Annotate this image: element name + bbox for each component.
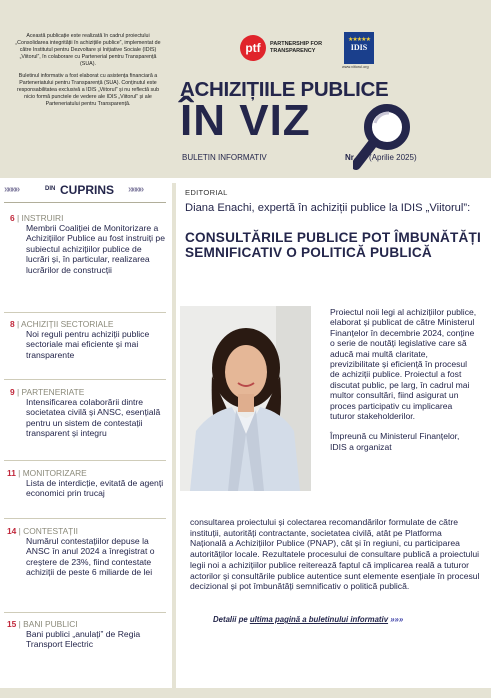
ptf-logo-mark: ptf [240, 35, 266, 61]
table-of-contents: »»»» DIN CUPRINS »»»» 6 | INSTRUIRI Membrii Coaliției de Monitorizare a Achizițiilor Publice au fost instruiți pe subiectul achizițiilor publice de lucrări și, în particular, realizarea lucrărilor de construcții 8 | ACHIZIȚII SECTORIALE Noi reguli pentru achiziții publice sectoriale mai eficiente și mai transparente 9 | PARTENERIATE Intensificarea colaborării dintre societatea civilă și ANSC, esențială pentru un sistem de contestații transparent și integru 11 | MONITORIZARE Lista de interdicție, evitată de agenți economici prin trucaj 14 | CONTESTAȚII Numărul contestațiilor depuse la ANSC în anul 2024 a înregistrat o creștere de 23%, fiind contestate achiziții de peste 6 miliarde de lei 15 | BANI PUBLICI Bani publici „anulați” de Regia Transport Electric [0, 178, 170, 698]
issue-number [345, 153, 417, 162]
article-headline: CONSULTĂRILE PUBLICE POT ÎMBUNĂTĂȚI SEMNIFICATIV O POLITICĂ PUBLICĂ [185, 230, 481, 261]
toc-divider [4, 202, 166, 203]
toc-page: 8 [10, 319, 15, 329]
toc-item-text: Intensificarea colaborării dintre societatea civilă și ANSC, esențială pentru un sistem de contestații transparent și integru [26, 397, 161, 439]
details-link[interactable]: ultima pagină a buletinului informativ [249, 615, 389, 624]
footer-band [0, 688, 491, 698]
toc-header [0, 178, 168, 204]
bulletin-label: BULETIN INFORMATIV [182, 153, 267, 162]
toc-din: DIN [45, 186, 56, 192]
toc-page: 14 [7, 526, 17, 536]
toc-page: 9 [10, 387, 15, 397]
toc-divider [4, 312, 166, 313]
toc-page: 6 [10, 213, 15, 223]
intro-paragraph-disclaimer: Buletinul informativ a fost elaborat cu asistența financiară a Parteneriatului pentru Transparență (SUA). Conținutul este responsabilitatea exclusivă a IDIS „Viitorul” și nu reflectă sub nicio formă punctele de vedere ale IDIS „Viitorul” și ale Parteneriatului pentru Transparență. [16, 73, 160, 107]
toc-section: ACHIZIȚII SECTORIALE [21, 319, 114, 329]
idis-logo [344, 32, 374, 64]
section-label: EDITORIAL [185, 188, 228, 197]
issue-date: (Aprilie 2025) [369, 153, 417, 162]
author-portrait-image [180, 306, 311, 491]
publication-title-line1: ACHIZIȚIILE PUBLICE [180, 78, 389, 101]
toc-item-text: Noi reguli pentru achiziții publice sectoriale mai eficiente și mai transparente [26, 329, 150, 360]
eu-stars-icon: ★★★★★ [348, 37, 370, 43]
toc-section: CONTESTAȚII [23, 526, 78, 536]
magnifier-icon [353, 103, 463, 173]
article-paragraph: Împreună cu Ministerul Finanțelor, IDIS a organizat [330, 431, 460, 452]
toc-section: MONITORIZARE [22, 468, 87, 478]
author-portrait [180, 306, 311, 491]
details-prefix: Detalii pe [213, 615, 248, 624]
chevrons-right-icon: »»»» [4, 184, 19, 195]
article-paragraph: Proiectul noii legi al achizițiilor publice, elaborat și publicat de către Ministerul Finanțelor în decembrie 2024, conține o serie de noutăți legislative care să aducă mai multă claritate, previzibilitate și eficiență în procesul de achiziții publice. Proiectul a fost discutat public, pe larg, în cadrul mai multor consultări, fiind asigurat un proces participativ cu implicarea tuturor stakeholderilor. [330, 307, 477, 422]
toc-section: INSTRUIRI [21, 213, 64, 223]
toc-item-text: Membrii Coaliției de Monitorizare a Achizițiilor Publice au fost instruiți pe subiectul achizițiilor publice de lucrări și, în particular, realizarea lucrărilor de construcții [26, 223, 165, 275]
toc-title: CUPRINS [60, 183, 115, 197]
chevrons-right-icon: »»»» [128, 184, 143, 195]
column-divider [172, 183, 176, 693]
article-paragraph-continued: consultarea proiectului și colectarea recomandărilor formulate de către instituții, autorități contractante, societatea civilă, atât pe Platforma Națională a Achizițiilor Publice (PNAP), cât și în regiuni, cu participarea autorităților locale. Rezultatele procesului de consultare publică a proiectului legii noi a achizițiilor publice reiterează faptul că implicarea reală a tuturor actorilor și consultările publice autentice sunt elemente esențiale în procesul decizional și pot îmbunătăți semnificativ o politică publică. [190, 517, 480, 592]
ptf-logo-text: PARTNERSHIP FOR TRANSPARENCY [270, 41, 323, 54]
toc-divider [4, 460, 166, 461]
toc-section: PARTENERIATE [21, 387, 85, 397]
toc-page: 15 [7, 619, 17, 629]
toc-item-text: Bani publici „anulați” de Regia Transport Electric [26, 629, 141, 650]
details-link-line [213, 615, 403, 624]
idis-logo-text: IDIS [350, 43, 368, 52]
toc-section: BANI PUBLICI [23, 619, 78, 629]
publication-title-line2: ÎN VIZ [180, 96, 311, 145]
toc-divider [4, 612, 166, 613]
toc-divider [4, 379, 166, 380]
article-author: Diana Enachi, expertă în achiziții publice la IDIS „Viitorul”: [185, 202, 471, 214]
masthead-intro [14, 33, 162, 113]
toc-item-text: Lista de interdicție, evitată de agenți economici prin trucaj [26, 478, 164, 499]
toc-item-text: Numărul contestațiilor depuse la ANSC în anul 2024 a înregistrat o creștere de 23%, fiind contestate achiziții de peste 6 miliarde de lei [26, 536, 155, 578]
issue-nr: Nr. 14 [345, 153, 367, 162]
toc-divider [4, 518, 166, 519]
intro-paragraph-project: Această publicație este realizată în cadrul proiectului „Consolidarea integrității în achizițiile publice”, implementat de către Institutul pentru Dezvoltare și Inițiative Sociale (IDIS) „Viitorul”, în colaborare cu Partenerial pentru Transparență (SUA). [15, 33, 161, 67]
chevrons-right-icon: »»» [390, 615, 404, 624]
toc-page: 11 [7, 468, 16, 478]
article-body-column [330, 307, 478, 462]
idis-url: www.viitorul.org [342, 65, 369, 69]
